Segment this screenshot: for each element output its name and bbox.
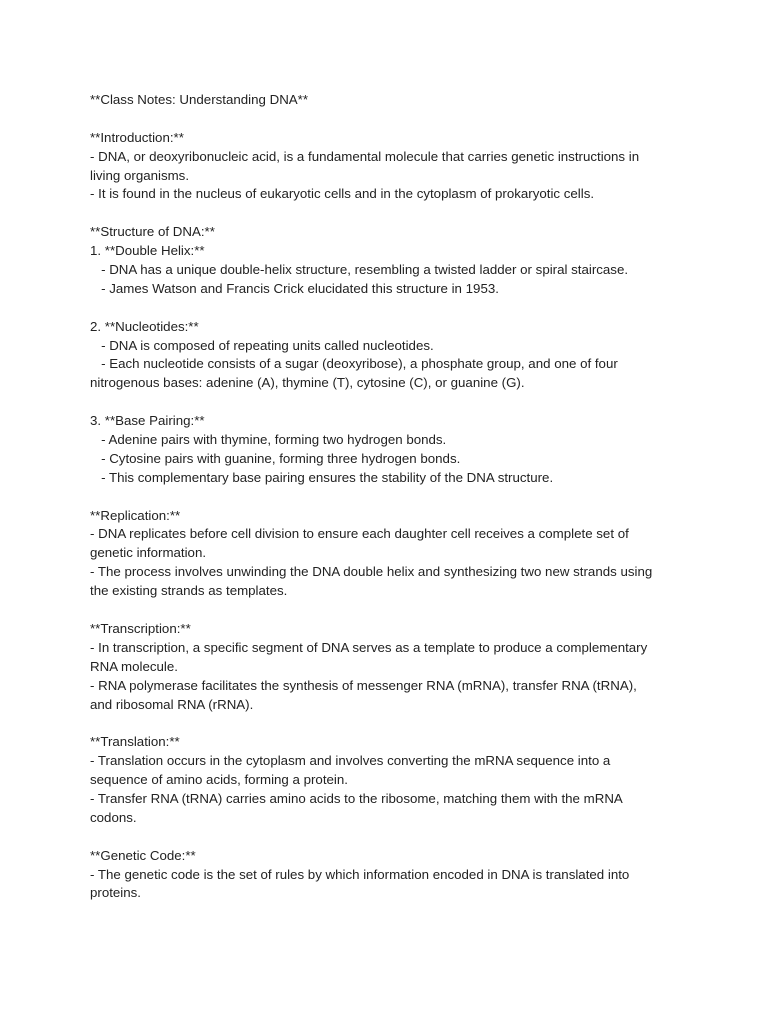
section-spacer <box>90 601 690 620</box>
text-line: - This complementary base pairing ensures the stability of the DNA structure. <box>90 469 554 485</box>
section-heading: **Introduction:** <box>90 129 184 145</box>
text-line: genetic information. <box>90 545 207 561</box>
section-heading: **Replication:** <box>90 507 181 523</box>
text-line: sequence of amino acids, forming a protein. <box>90 772 348 788</box>
text-line: living organisms. <box>90 167 190 183</box>
document-body <box>90 110 690 903</box>
text-line: - Cytosine pairs with guanine, forming three hydrogen bonds. <box>90 450 461 466</box>
text-line: - It is found in the nucleus of eukaryotic cells and in the cytoplasm of prokaryotic cells. <box>90 186 595 202</box>
text-line: codons. <box>90 809 137 825</box>
paragraph-spacer <box>90 299 690 318</box>
text-line: the existing strands as templates. <box>90 583 288 599</box>
text-line: - In transcription, a specific segment of DNA serves as a template to produce a complementary <box>90 639 648 655</box>
text-line: and ribosomal RNA (rRNA). <box>90 696 254 712</box>
text-line: proteins. <box>90 885 141 901</box>
text-line: 3. **Base Pairing:** <box>90 413 205 429</box>
text-line: - Adenine pairs with thymine, forming two hydrogen bonds. <box>90 432 447 448</box>
text-line: - The genetic code is the set of rules by which information encoded in DNA is translated into <box>90 866 630 882</box>
document-title: **Class Notes: Understanding DNA** <box>90 92 309 107</box>
text-line: - DNA, or deoxyribonucleic acid, is a fundamental molecule that carries genetic instructions in <box>90 148 640 164</box>
text-line: - Each nucleotide consists of a sugar (deoxyribose), a phosphate group, and one of four <box>90 356 618 372</box>
section-heading: **Translation:** <box>90 734 180 750</box>
section-spacer <box>90 204 690 223</box>
section-spacer <box>90 828 690 847</box>
text-line: - The process involves unwinding the DNA double helix and synthesizing two new strands using <box>90 564 653 580</box>
section-heading: **Structure of DNA:** <box>90 224 215 240</box>
text-line: - Translation occurs in the cytoplasm and involves converting the mRNA sequence into a <box>90 753 611 769</box>
text-line: - DNA replicates before cell division to ensure each daughter cell receives a complete set of <box>90 526 629 542</box>
section-spacer <box>90 488 690 507</box>
text-line: - Transfer RNA (tRNA) carries amino acids to the ribosome, matching them with the mRNA <box>90 790 623 806</box>
text-line: - James Watson and Francis Crick elucidated this structure in 1953. <box>90 280 499 296</box>
paragraph-spacer <box>90 393 690 412</box>
text-line: 1. **Double Helix:** <box>90 243 205 259</box>
text-line: - DNA is composed of repeating units called nucleotides. <box>90 337 434 353</box>
text-line: - DNA has a unique double-helix structure, resembling a twisted ladder or spiral staircase. <box>90 262 629 278</box>
text-line: nitrogenous bases: adenine (A), thymine (T), cytosine (C), or guanine (G). <box>90 375 525 391</box>
section-spacer <box>90 110 690 129</box>
document-page <box>90 91 690 903</box>
section-heading: **Genetic Code:** <box>90 847 196 863</box>
text-line: - RNA polymerase facilitates the synthesis of messenger RNA (mRNA), transfer RNA (tRNA), <box>90 677 637 693</box>
text-line: RNA molecule. <box>90 658 178 674</box>
section-spacer <box>90 714 690 733</box>
section-heading: **Transcription:** <box>90 620 191 636</box>
text-line: 2. **Nucleotides:** <box>90 318 199 334</box>
